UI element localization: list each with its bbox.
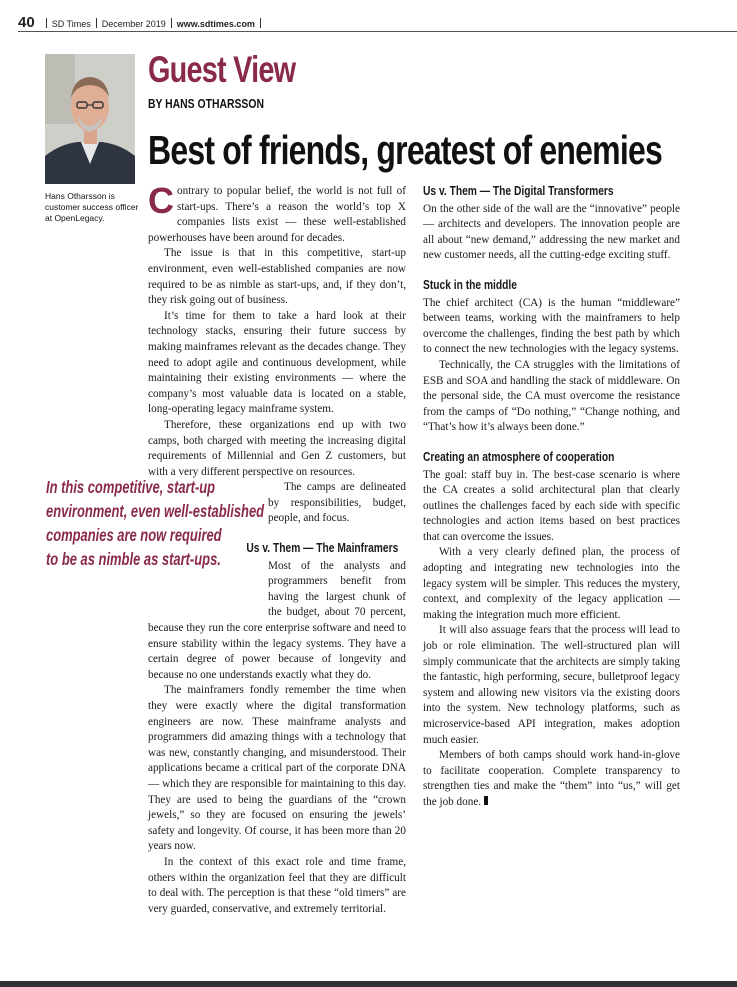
page-header: [18, 14, 266, 31]
pull-quote-line: companies are now required: [46, 525, 222, 545]
end-mark: [484, 796, 488, 805]
publication-name: SD Times: [51, 19, 91, 29]
header-rule: [18, 31, 737, 32]
body-paragraph: In the context of this exact role and time frame, others within the organization feel that they are difficult to deal with. The perception is that these “old timers” are very guarded, conservative, and extremely territorial.: [148, 855, 406, 915]
article-headline: Best of friends, greatest of enemies: [148, 127, 662, 173]
drop-cap: C: [148, 180, 174, 221]
body-paragraph: On the other side of the wall are the “innovative” people — architects and developers. The innovation people are all about “new demand,” addressing the new market and new customer needs, all the cutting-edge exciting stuff.: [423, 202, 680, 262]
subhead-cooperation: Creating an atmosphere of cooperation: [423, 449, 615, 464]
photo-caption: Hans Otharsson is customer success officer at OpenLegacy.: [45, 191, 139, 223]
pull-quote-line: environment, even well-established: [46, 501, 265, 521]
pull-quote: [46, 475, 268, 571]
intro-paragraph: Contrary to popular belief, the world is not full of start-ups. There’s a reason the world’s top X companies lists exist — these well-established powerhouses have been around for decades.: [148, 180, 406, 244]
body-paragraph: The issue is that in this competitive, start-up environment, even well-established companies are now required to be as nimble as start-ups, and, if they don’t, they risk going out of business.: [148, 247, 406, 307]
body-paragraph: The mainframers fondly remember the time when they were exactly where the digital transformation engineers are now. These mainframe analysts and programmers did amazing things with a technology that was new, constantly changing, and misunderstood. Their applications became a critical part of the corporate DNA — which they are responsible for maintaining to this day. They are used to being the guardians of the “crown jewels,” so they are focused on ensuring the jewels’ safety and longevity. Of course, it has been more than 20 years now.: [148, 684, 406, 853]
subhead-stuck-in-middle: Stuck in the middle: [423, 277, 517, 292]
section-kicker: Guest View: [148, 49, 296, 90]
footer-bar: [0, 981, 737, 987]
body-paragraph: The camps are delineated by responsibilities, budget, people, and focus.: [268, 481, 406, 525]
body-paragraph: Technically, the CA struggles with the limitations of ESB and SOA and handling the stack of middleware. On the personal side, the CA must overcome the resistance from the camps of “Do nothing,” “Change nothing, and “That’s how it’s always been done.”: [423, 358, 680, 434]
body-paragraph: The chief architect (CA) is the human “middleware” between teams, working with the mainframers to help overcome the challenges, finding the best path by which to connect the new technologies with the legacy systems.: [423, 296, 680, 356]
pull-quote-line: to be as nimble as start-ups.: [46, 549, 221, 569]
body-paragraph: The goal: staff buy in. The best-case scenario is where the CA creates a solid architectural plan that clearly outlines the challenges faced by each side with specific technologies and action items based on best practices that can overcome the issues.: [423, 468, 680, 543]
pull-quote-line: In this competitive, start-up: [46, 477, 216, 497]
subhead-digital-transformers: Us v. Them — The Digital Transformers: [423, 184, 614, 198]
body-paragraph: Therefore, these organizations end up with two camps, both charged with meeting the increasing digital requirements of Millennial and Gen Z customers, but with a very different perspective on resources.: [148, 418, 406, 478]
body-paragraph: Most of the analysts and programmers benefit from having the largest chunk of the budget, about 70 percent, because they run the core enterprise software and need to ensure stability within the legacy systems. They have a certain degree of power because of longevity and because no one understands exactly what they do.: [148, 559, 406, 681]
subhead-mainframers: Us v. Them — The Mainframers: [246, 541, 399, 556]
article-column-2: [423, 184, 680, 811]
page-number: 40: [18, 14, 35, 31]
author-photo: [45, 54, 135, 184]
issue-date: December 2019: [101, 19, 166, 29]
body-paragraph: It will also assuage fears that the process will lead to job or role elimination. The well-structured plan will simply communicate that the architects are simply taking the fantastic, high performing, secure, bulletproof legacy system and allowing new visitors via the existing doors into the system. New technology platforms, such as microservice-based API integration, makes adoption much easier.: [423, 624, 680, 746]
body-paragraph: With a very clearly defined plan, the process of adopting and integrating new technologies into the legacy system will be simpler. This reduces the mystery, context, and complexity of the legacy application — making the integration much more efficient.: [423, 546, 680, 621]
site-url[interactable]: www.sdtimes.com: [176, 19, 255, 29]
byline: BY HANS OTHARSSON: [148, 96, 264, 111]
body-paragraph: Members of both camps should work hand-in-glove to facilitate cooperation. Complete transparency to strengthen ties and make the “them” into “us,” will get the job done.: [423, 749, 680, 808]
body-paragraph: It’s time for them to take a hard look at their technology stacks, ensuring their future success by making mainframes relevant as the decades change. They need to adopt agile and continuous development, while maintaining their existing environments — where the company’s most valuable data is located on a stable, long-operating legacy mainframe system.: [148, 309, 406, 416]
